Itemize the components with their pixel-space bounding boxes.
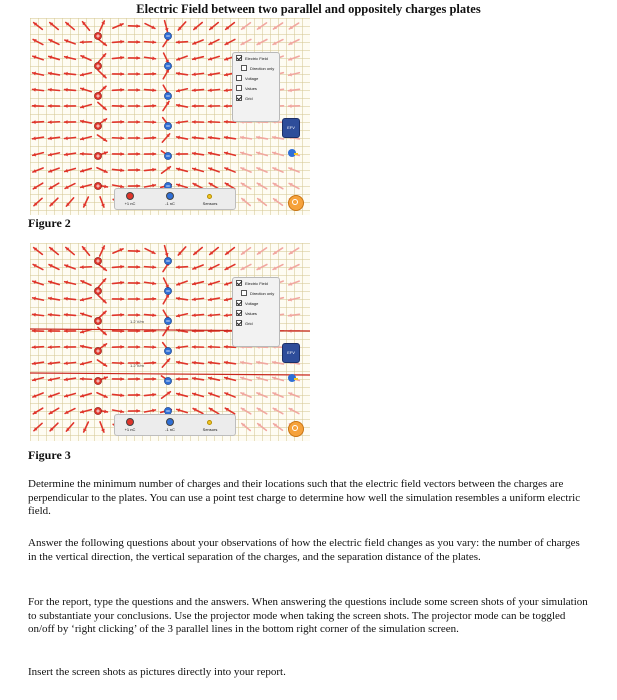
field-arrowhead <box>289 88 292 92</box>
electric-field-checkbox[interactable] <box>236 280 242 286</box>
field-arrowhead <box>49 136 52 140</box>
field-arrowhead <box>120 120 123 124</box>
field-arrowhead <box>136 168 139 172</box>
field-arrowhead <box>120 265 123 269</box>
field-arrowhead <box>65 104 68 108</box>
field-arrowhead <box>152 345 155 349</box>
simulation-screenshot-figure-2 <box>30 18 310 215</box>
field-arrowhead <box>33 120 36 124</box>
field-arrowhead <box>225 345 228 349</box>
direction-only-checkbox[interactable] <box>241 65 247 71</box>
grid-option[interactable] <box>233 318 279 328</box>
field-arrowhead <box>225 104 228 108</box>
field-arrowhead <box>193 313 196 317</box>
field-arrowhead <box>225 361 228 365</box>
field-arrowhead <box>120 345 123 349</box>
grid-label: Grid <box>245 95 253 101</box>
field-arrowhead <box>136 345 139 349</box>
field-arrowhead <box>49 88 52 92</box>
field-arrowhead <box>152 393 155 397</box>
electric-field-option[interactable] <box>233 53 279 63</box>
field-arrowhead <box>136 24 139 28</box>
field-arrowhead <box>177 377 180 381</box>
sensor-source[interactable] <box>207 194 212 199</box>
field-arrowhead <box>136 281 139 285</box>
figure-2-caption: Figure 2 <box>28 216 71 230</box>
sensor-tool-label: EFV <box>287 350 295 355</box>
positive-charge-label: +1 nC <box>124 201 136 206</box>
positive-charge-source[interactable] <box>126 192 134 200</box>
control-panel <box>232 52 280 122</box>
field-arrowhead <box>193 88 196 92</box>
field-arrowhead <box>177 40 180 44</box>
negative-charge-label: -1 nC <box>165 427 175 432</box>
field-arrowhead <box>289 313 292 317</box>
values-label: Values <box>245 310 257 316</box>
instruction-paragraph-4: Insert the screen shots as pictures directly into your report. <box>28 666 286 678</box>
direction-only-option[interactable] <box>233 63 279 73</box>
field-arrowhead <box>209 136 212 140</box>
field-arrowhead <box>177 120 180 124</box>
field-arrowhead <box>177 297 180 301</box>
voltage-checkbox[interactable] <box>236 75 242 81</box>
field-arrowhead <box>193 72 196 76</box>
field-arrowhead <box>136 393 139 397</box>
field-arrowhead <box>209 361 212 365</box>
values-checkbox[interactable] <box>236 310 242 316</box>
field-arrowhead <box>49 313 52 317</box>
measuring-tape-icon[interactable] <box>286 148 298 158</box>
field-arrowhead <box>136 56 139 60</box>
electric-field-label: Electric Field <box>245 280 268 286</box>
control-panel <box>232 277 280 347</box>
field-arrowhead <box>65 313 68 317</box>
field-arrowhead <box>65 377 68 381</box>
field-arrowhead <box>65 136 68 140</box>
voltage-checkbox[interactable] <box>236 300 242 306</box>
field-arrowhead <box>49 361 52 365</box>
field-arrowhead <box>152 40 155 44</box>
field-arrowhead <box>152 297 155 301</box>
sensor-tool[interactable] <box>282 343 300 363</box>
field-arrowhead <box>81 377 84 381</box>
field-arrowhead <box>193 136 196 140</box>
field-arrowhead <box>209 345 212 349</box>
charges-bucket <box>114 188 236 210</box>
grid-checkbox[interactable] <box>236 95 242 101</box>
field-arrowhead <box>81 40 84 44</box>
voltage-label: Voltage <box>245 300 259 306</box>
field-arrowhead <box>120 88 123 92</box>
sensor-tool-label: EFV <box>287 125 295 130</box>
document-title: Electric Field between two parallel and oppositely charges plates <box>136 2 481 16</box>
field-arrowhead <box>225 136 228 140</box>
field-arrowhead <box>120 72 123 76</box>
field-arrowhead <box>193 345 196 349</box>
field-arrowhead <box>209 88 212 92</box>
field-arrowhead <box>152 313 155 317</box>
grid-checkbox[interactable] <box>236 320 242 326</box>
field-arrowhead <box>33 136 36 140</box>
field-arrowhead <box>81 265 84 269</box>
field-arrowhead <box>120 168 123 172</box>
field-arrowhead <box>120 56 123 60</box>
sensors-label: Sensors <box>202 427 218 432</box>
field-arrowhead <box>65 120 68 124</box>
field-arrowhead <box>225 313 228 317</box>
field-arrowhead <box>209 104 212 108</box>
values-option[interactable] <box>233 83 279 93</box>
field-arrowhead <box>152 361 155 365</box>
direction-only-option[interactable] <box>233 288 279 298</box>
electric-field-label: Electric Field <box>245 55 268 61</box>
negative-charge-label: -1 nC <box>165 201 175 206</box>
field-arrowhead <box>177 265 180 269</box>
field-arrowhead <box>193 120 196 124</box>
field-arrowhead <box>136 88 139 92</box>
field-arrowhead <box>152 168 155 172</box>
field-arrowhead <box>152 265 155 269</box>
field-arrowhead <box>136 297 139 301</box>
field-arrowhead <box>33 104 36 108</box>
electric-field-option[interactable] <box>233 278 279 288</box>
field-arrowhead <box>152 136 155 140</box>
grid-option[interactable] <box>233 93 279 103</box>
field-arrowhead <box>152 377 155 381</box>
field-value-label: 1.2 V/m <box>130 319 144 324</box>
field-arrowhead <box>152 120 155 124</box>
direction-only-checkbox[interactable] <box>241 290 247 296</box>
voltage-option[interactable] <box>233 73 279 83</box>
field-arrowhead <box>193 104 196 108</box>
instruction-paragraph-1: Determine the minimum number of charges and their locations such that the electric field vectors between the charges are perpendicular to the plates. You can use a point test charge to determine how well the simulation resembles a uniform electric field. <box>28 478 581 517</box>
voltage-option[interactable] <box>233 298 279 308</box>
field-arrowhead <box>120 393 123 397</box>
field-arrowhead <box>120 40 123 44</box>
instruction-paragraph-3: For the report, type the questions and the answers. When answering the questions include some screen shots of your simulation to substantiate your conclusions. Use the projector mode when taking the screen shots. The projector mode can be toggled on/off by ‘right clicking’ of the 3 parallel lines in the bottom right corner of the simulation screen. <box>28 596 588 635</box>
field-arrowhead <box>120 297 123 301</box>
field-arrowhead <box>65 345 68 349</box>
negative-charge-source[interactable] <box>166 418 174 426</box>
values-checkbox[interactable] <box>236 85 242 91</box>
field-arrowhead <box>177 345 180 349</box>
field-arrowhead <box>136 104 139 108</box>
field-arrowhead <box>193 361 196 365</box>
values-option[interactable] <box>233 308 279 318</box>
field-arrowhead <box>65 361 68 365</box>
field-arrowhead <box>120 281 123 285</box>
field-arrowhead <box>136 152 139 156</box>
field-arrowhead <box>33 345 36 349</box>
field-arrowhead <box>65 152 68 156</box>
field-arrowhead <box>136 72 139 76</box>
field-arrowhead <box>136 136 139 140</box>
field-arrowhead <box>136 313 139 317</box>
field-arrowhead <box>152 104 155 108</box>
field-arrowhead <box>177 72 180 76</box>
reset-button[interactable] <box>288 421 304 437</box>
field-arrowhead <box>136 40 139 44</box>
measuring-tape-icon[interactable] <box>286 373 298 383</box>
sensor-source[interactable] <box>207 420 212 425</box>
field-arrowhead <box>289 104 292 108</box>
field-arrowhead <box>49 104 52 108</box>
field-arrowhead <box>209 313 212 317</box>
figure-3-caption: Figure 3 <box>28 448 71 462</box>
electric-field-checkbox[interactable] <box>236 55 242 61</box>
equipotential-line <box>30 373 310 375</box>
direction-only-label: Direction only <box>250 290 275 296</box>
positive-charge-label: +1 nC <box>124 427 136 432</box>
field-arrowhead <box>81 152 84 156</box>
field-arrowhead <box>177 152 180 156</box>
field-arrowhead <box>49 120 52 124</box>
field-arrowhead <box>152 152 155 156</box>
charges-bucket <box>114 414 236 436</box>
field-arrowhead <box>136 377 139 381</box>
field-arrowhead <box>209 329 212 333</box>
field-arrowhead <box>209 120 212 124</box>
field-arrowhead <box>225 88 228 92</box>
field-arrowhead <box>193 297 196 301</box>
simulation-screenshot-figure-3 <box>30 243 310 441</box>
field-arrowhead <box>120 313 123 317</box>
field-arrowhead <box>33 88 36 92</box>
field-arrowhead <box>65 88 68 92</box>
field-arrowhead <box>152 281 155 285</box>
field-arrowhead <box>225 120 228 124</box>
direction-only-label: Direction only <box>250 65 275 71</box>
grid-label: Grid <box>245 320 253 326</box>
field-arrowhead <box>49 345 52 349</box>
sensors-label: Sensors <box>202 201 218 206</box>
field-arrowhead <box>33 313 36 317</box>
field-arrowhead <box>65 72 68 76</box>
field-arrowhead <box>152 88 155 92</box>
field-arrowhead <box>120 152 123 156</box>
instruction-paragraph-2: Answer the following questions about your observations of how the electric field changes as you vary: the number of charges in the vertical direction, the vertical separation of the charges, and the separation distance of the plates. <box>28 537 580 563</box>
sensor-tool[interactable] <box>282 118 300 138</box>
negative-charge-source[interactable] <box>166 192 174 200</box>
voltage-label: Voltage <box>245 75 259 81</box>
field-arrowhead <box>136 249 139 253</box>
values-label: Values <box>245 85 257 91</box>
field-value-label: 1.2 V/m <box>130 363 144 368</box>
field-arrowhead <box>152 72 155 76</box>
field-arrowhead <box>33 361 36 365</box>
field-arrowhead <box>136 120 139 124</box>
field-arrowhead <box>136 409 139 413</box>
field-arrowhead <box>120 361 123 365</box>
field-arrowhead <box>152 56 155 60</box>
reset-button[interactable] <box>288 195 304 211</box>
field-arrowhead <box>120 104 123 108</box>
field-arrowhead <box>225 329 228 333</box>
field-arrowhead <box>136 265 139 269</box>
field-arrowhead <box>65 297 68 301</box>
field-arrowhead <box>120 377 123 381</box>
field-arrowhead <box>120 136 123 140</box>
positive-charge-source[interactable] <box>126 418 134 426</box>
